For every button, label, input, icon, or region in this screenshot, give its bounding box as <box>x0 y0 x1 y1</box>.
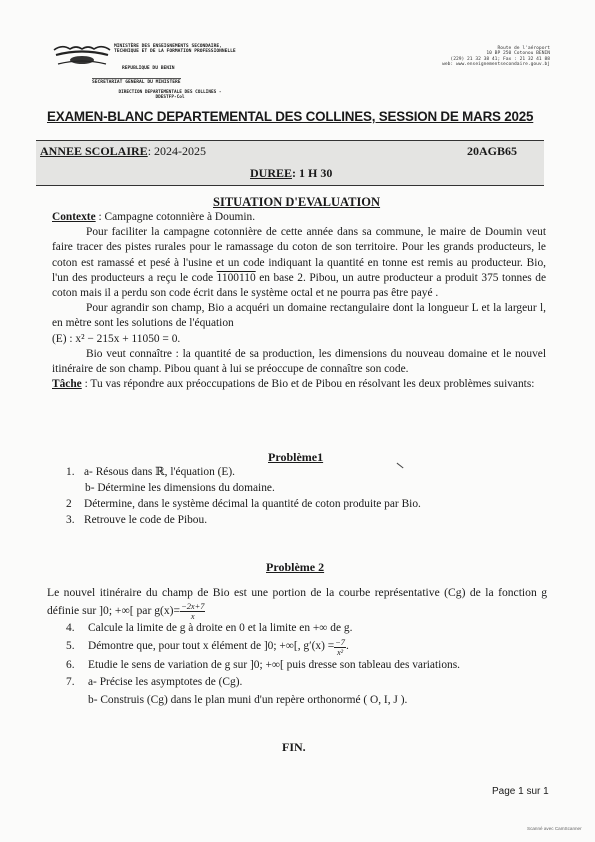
context-label: Contexte <box>52 211 96 223</box>
task-line <box>52 377 546 392</box>
question-number: 1. <box>66 466 75 478</box>
context-line <box>52 210 546 225</box>
fraction-numerator: −2x+7 <box>181 602 205 611</box>
question-text: a- Résous dans ℝ, l'équation (E). <box>84 466 236 478</box>
problem-2-title: Problème 2 <box>266 560 325 574</box>
problem-1-list <box>66 464 536 528</box>
republic-label: REPUBLIQUE DU BENIN <box>122 66 175 71</box>
question-text: . <box>346 639 349 652</box>
problem-1-title: Problème1 <box>268 450 324 464</box>
task-label: Tâche <box>52 378 82 391</box>
situation-body <box>52 210 546 392</box>
question-item <box>66 464 536 480</box>
paragraph-text: en base 2. Pibou, un autre producteur a produit 375 tonnes de coton mais il a perdu son code écrit dans le système octal et ne pourra pas être payé . <box>52 271 547 300</box>
duration-label: DUREE <box>250 166 293 180</box>
question-number: 7. <box>66 676 75 688</box>
address-line: Route de l'aéroport <box>497 46 550 51</box>
question-item <box>66 480 536 496</box>
question-item <box>66 512 536 528</box>
question-number: 5. <box>66 639 75 652</box>
question-item <box>66 692 546 710</box>
exam-code: 20AGB65 <box>467 144 518 158</box>
question-number: 2 <box>66 498 72 510</box>
direction-label: DIRECTION DEPARTEMENTALE DES COLLINES - DDESTFP-Col <box>118 90 222 100</box>
question-number: 4. <box>66 622 75 634</box>
fraction-numerator: −7 <box>335 637 345 647</box>
address-line: 10 BP 250 Cotonou BENIN <box>486 51 550 57</box>
ministry-logo-icon <box>52 42 112 68</box>
problem-2-intro <box>47 584 547 621</box>
duration <box>250 166 332 181</box>
question-number: 3. <box>66 514 75 526</box>
question-text: b- Détermine les dimensions du domaine. <box>85 482 275 494</box>
end-marker: FIN. <box>282 740 306 754</box>
school-year <box>40 144 206 159</box>
intro-text: Le nouvel itinéraire du champ de Bio est une portion de la courbe représentative (Cg) de la fonction g définie sur ]0; +∞[ par g(x)= <box>47 586 547 618</box>
question-text: a- Précise les asymptotes de (Cg). <box>88 676 243 688</box>
question-number: 6. <box>66 658 75 671</box>
question-text: Détermine, dans le système décimal la quantité de coton produite par Bio. <box>84 498 421 510</box>
address-block <box>330 46 550 68</box>
exam-title: EXAMEN-BLANC DEPARTEMENTAL DES COLLINES, SESSION DE MARS 2025 <box>47 109 534 124</box>
binary-code: 1100110 <box>216 271 256 284</box>
school-year-label: ANNEE SCOLAIRE <box>40 144 148 158</box>
question-item <box>66 638 546 657</box>
question-item <box>66 674 546 692</box>
derivative-fraction <box>334 638 346 657</box>
fraction-denominator: x² <box>336 647 344 657</box>
equation-e: (E) : x² − 215x + 11050 = 0. <box>52 332 181 345</box>
question-text: Etudie le sens de variation de g sur ]0; +∞[ puis dresse son tableau des variations. <box>88 658 460 671</box>
secretariat-label: SECRETARIAT GENERAL DU MINISTERE <box>92 80 181 85</box>
question-item <box>66 496 536 512</box>
address-line: web: www.enseignementsecondaire.gouv.bj <box>442 62 550 68</box>
address-line: (229) 21 32 38 41; Fax : 21 32 41 88 <box>450 56 550 62</box>
question-text: Retrouve le code de Pibou. <box>84 514 208 526</box>
problem-2-list <box>66 620 546 709</box>
duration-value: : 1 H 30 <box>292 166 333 180</box>
situation-title: SITUATION D'EVALUATION <box>213 195 381 209</box>
school-year-value: : 2024-2025 <box>147 144 207 158</box>
question-item <box>66 657 546 675</box>
question-item <box>66 620 546 638</box>
scanner-watermark: Scanné avec CamScanner <box>527 826 582 831</box>
paragraph-1 <box>52 225 546 301</box>
task-text: : Tu vas répondre aux préoccupations de Bio et de Pibou en résolvant les deux problèmes suivants: <box>81 378 535 391</box>
question-text: Démontre que, pour tout x élément de ]0; +∞[, g′(x) = <box>88 639 335 652</box>
fraction-denominator: x <box>190 612 195 621</box>
context-text: : Campagne cotonnière à Doumin. <box>95 211 256 223</box>
paragraph-text: Pour faciliter la campagne cotonnière de cette année dans sa commune, le maire de Doumin veut faire tracer des pistes rurales pour le ramassage du coton de son territoire. Pour les grands producteurs, le coton est ramassé et pesé à l'usine et un code indiquant la quantité en tonne est remis au producteur. Bio, l'un des producteurs a reçu le code <box>52 226 546 284</box>
ministry-name: MINISTÈRE DES ENSEIGNEMENTS SECONDAIRE, TECHNIQUE ET DE LA FORMATION PROFESSIONNELLE <box>114 44 236 55</box>
paragraph-3: Bio veut connaître : la quantité de sa production, les dimensions du nouveau domaine et le nouvel itinéraire de son champ. Pibou quant à lui se préoccupe de connaître son code. <box>52 347 546 376</box>
question-text: b- Construis (Cg) dans le plan muni d'un repère orthonormé ( O, I, J ). <box>88 693 408 706</box>
paragraph-2: Pour agrandir son champ, Bio a acquéri un domaine rectangulaire dont la longueur L et la largeur l, en mètre sont les solutions de l'équation <box>52 302 546 330</box>
question-text: Calcule la limite de g à droite en 0 et la limite en +∞ de g. <box>88 622 353 634</box>
page-number: Page 1 sur 1 <box>492 786 549 797</box>
function-fraction <box>180 602 205 621</box>
